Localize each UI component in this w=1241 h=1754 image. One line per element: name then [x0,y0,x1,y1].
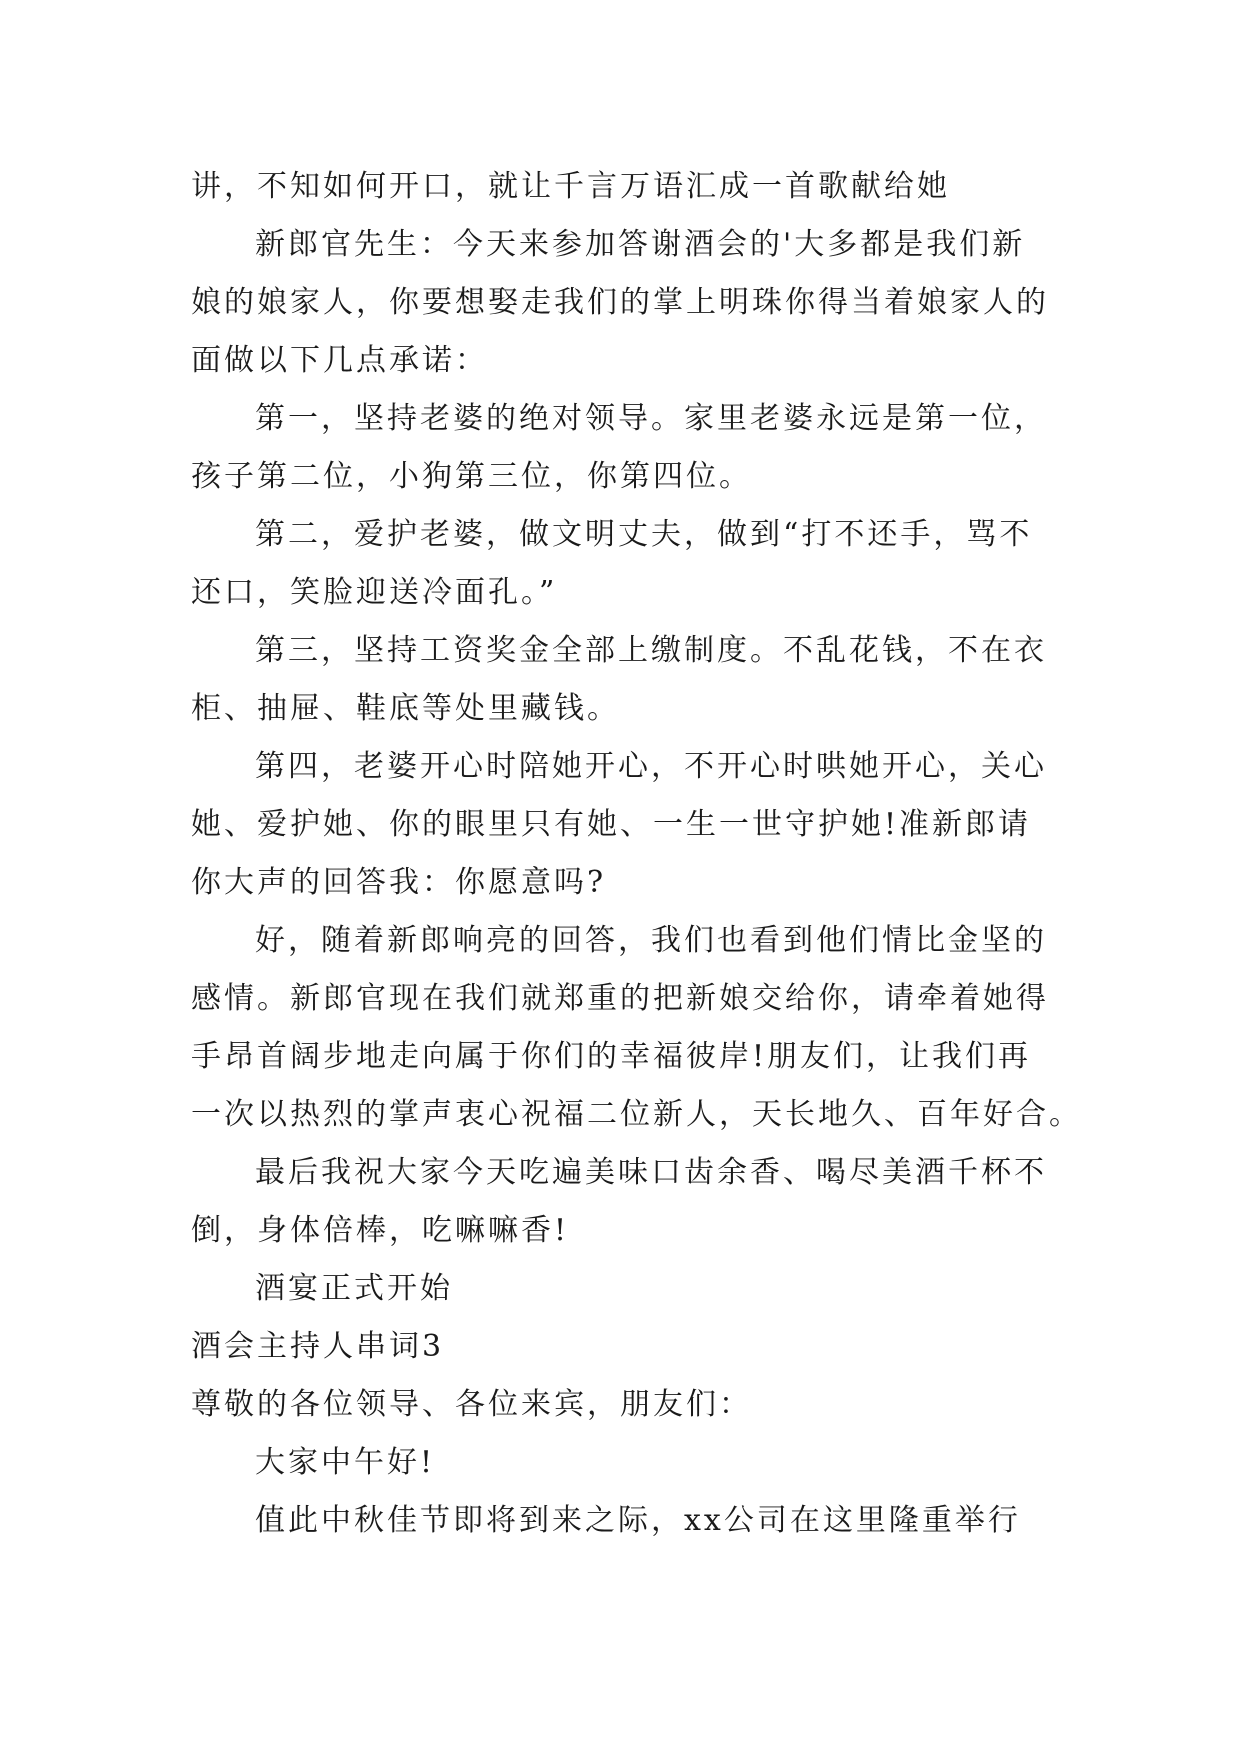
document-body [191,158,1082,1550]
text-line: 第四，老婆开心时陪她开心，不开心时哄她开心，关心 [255,749,1047,784]
text-line: 她、爱护她、你的眼里只有她、一生一世守护她!准新郎请 [191,807,1032,842]
text-line: 第三，坚持工资奖金全部上缴制度。不乱花钱，不在衣 [255,633,1047,668]
text-line: 第一，坚持老婆的绝对领导。家里老婆永远是第一位， [255,401,1047,436]
text-line: 柜、抽屉、鞋底等处里藏钱。 [191,691,620,726]
text-line: 第二，爱护老婆，做文明丈夫，做到“打不还手，骂不 [255,517,1033,552]
text-line: 面做以下几点承诺： [191,343,488,378]
text-line: 娘的娘家人，你要想娶走我们的掌上明珠你得当着娘家人的 [191,285,1049,320]
text-line: 一次以热烈的掌声衷心祝福二位新人，天长地久、百年好合。 [191,1097,1082,1132]
text-line: 倒，身体倍棒，吃嘛嘛香! [191,1213,570,1248]
text-line: 大家中午好! [255,1445,436,1480]
text-line: 你大声的回答我：你愿意吗? [191,865,607,900]
text-line: 好，随着新郎响亮的回答，我们也看到他们情比金坚的 [255,923,1047,958]
text-line: 讲，不知如何开口，就让千言万语汇成一首歌献给她 [191,169,950,204]
text-line: 最后我祝大家今天吃遍美味口齿余香、喝尽美酒千杯不 [255,1155,1047,1190]
text-line: 新郎官先生：今天来参加答谢酒会的'大多都是我们新 [255,227,1026,262]
section-heading: 酒会主持人串词3 [191,1329,445,1364]
text-line: 值此中秋佳节即将到来之际，xx公司在这里隆重举行 [255,1503,1021,1538]
text-line: 还口，笑脸迎送冷面孔。” [191,575,558,610]
text-line: 孩子第二位，小狗第三位，你第四位。 [191,459,752,494]
text-line: 感情。新郎官现在我们就郑重的把新娘交给你，请牵着她得 [191,981,1049,1016]
text-line: 酒宴正式开始 [255,1271,453,1306]
text-line: 手昂首阔步地走向属于你们的幸福彼岸!朋友们，让我们再 [191,1039,1032,1074]
text-line: 尊敬的各位领导、各位来宾，朋友们： [191,1387,752,1422]
